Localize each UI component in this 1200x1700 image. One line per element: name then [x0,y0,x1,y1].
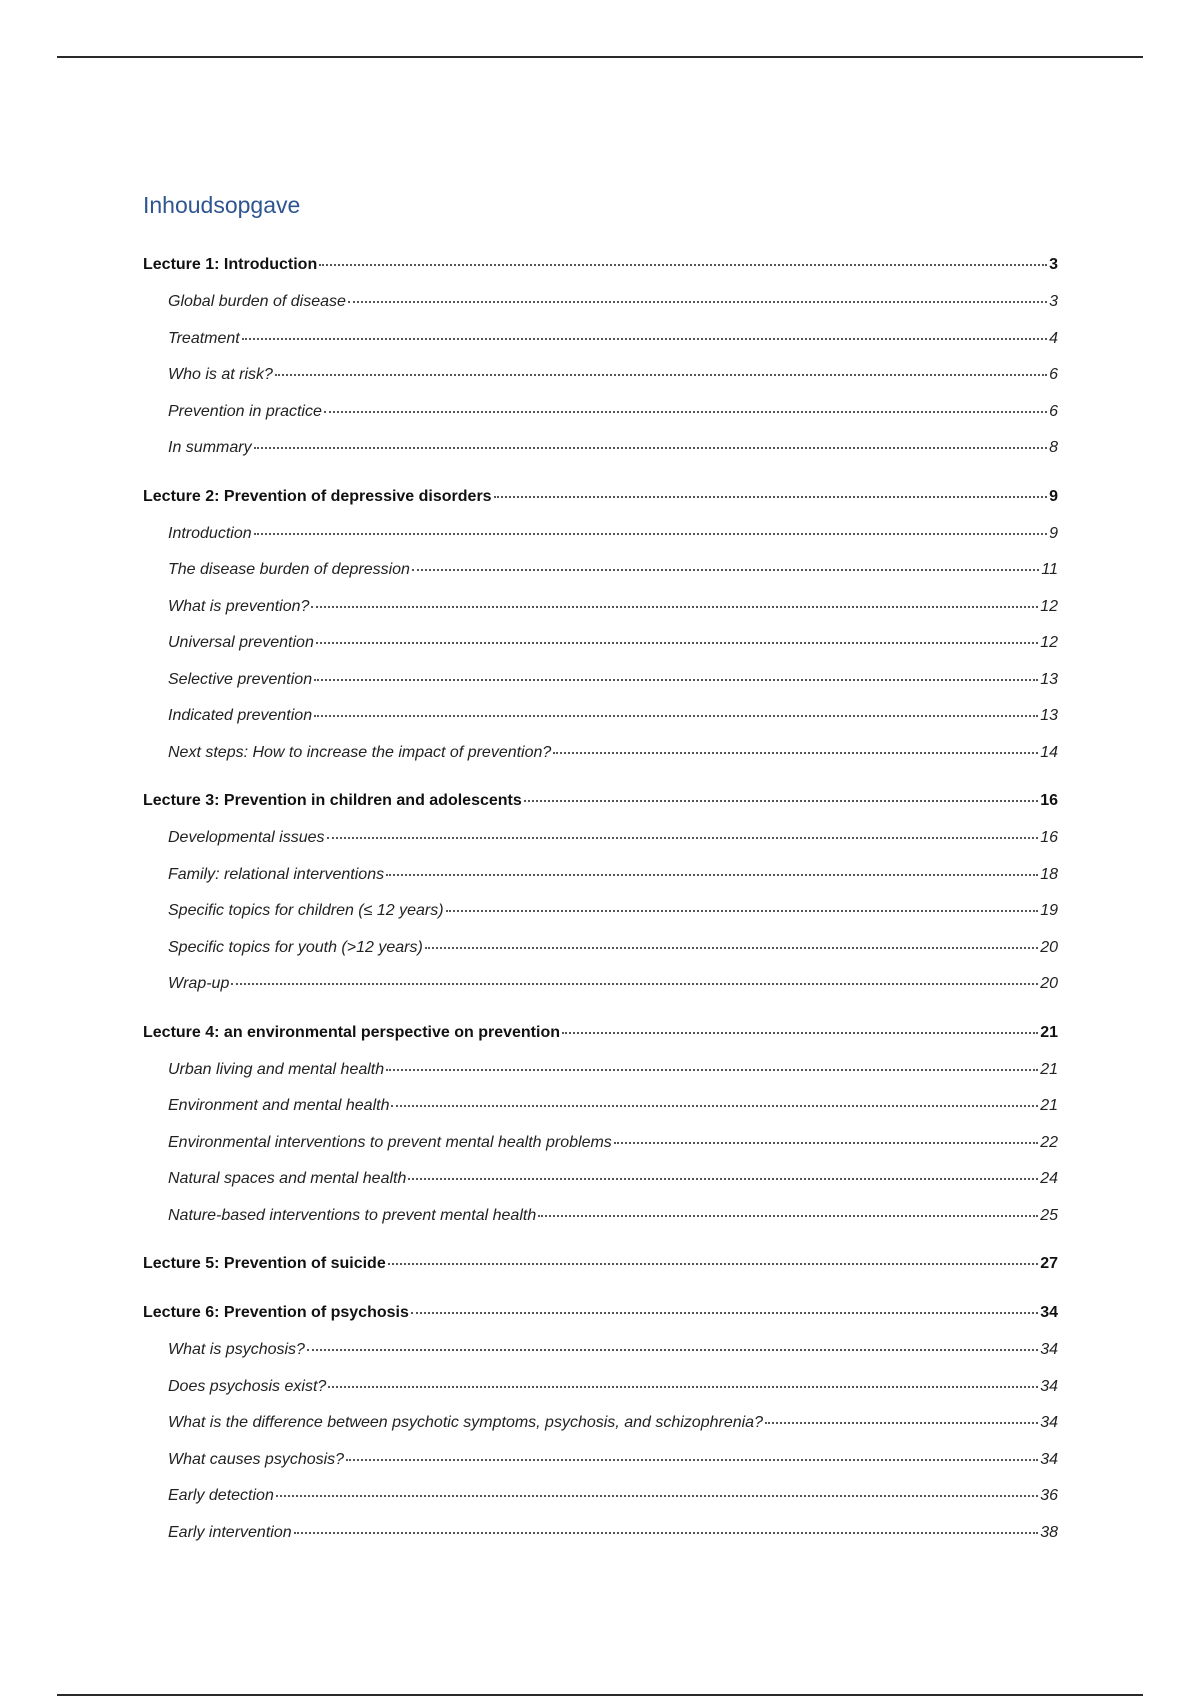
toc-section-entry[interactable] [143,1449,1058,1486]
dot-leader [425,946,1038,949]
toc-section-entry[interactable] [143,937,1058,974]
toc-section-entry[interactable] [143,900,1058,937]
toc-page-number: 34 [1040,1377,1058,1395]
dot-leader [562,1031,1038,1034]
dot-leader [242,337,1047,340]
dot-leader [408,1177,1038,1180]
toc-section-entry[interactable] [143,1522,1058,1559]
dot-leader [386,873,1038,876]
toc-section-entry[interactable] [143,973,1058,1010]
toc-entry-label: Specific topics for youth (>12 years) [168,938,423,956]
toc-page-number: 27 [1040,1255,1058,1272]
dot-leader [324,410,1047,413]
toc-entry-label: In summary [168,439,252,456]
toc-page-number: 24 [1040,1170,1058,1187]
dot-leader [254,532,1047,535]
toc-section-entry[interactable] [143,864,1058,901]
toc-page-number: 3 [1049,293,1058,310]
toc-entry-label: Lecture 5: Prevention of suicide [143,1255,386,1272]
toc-page-number: 13 [1040,670,1058,688]
toc-section-entry[interactable] [143,827,1058,864]
toc-section-entry[interactable] [143,632,1058,669]
dot-leader [388,1262,1038,1265]
toc-title: Inhoudsopgave [143,192,301,218]
dot-leader [254,446,1048,449]
dot-leader [386,1068,1038,1071]
toc-entry-label: Global burden of disease [168,293,346,310]
toc-page-number: 20 [1040,975,1058,992]
toc-page-number: 34 [1040,1450,1058,1468]
dot-leader [327,836,1039,839]
toc-section-entry[interactable] [143,328,1058,365]
dot-leader [314,714,1038,717]
toc-page-number: 16 [1040,829,1058,846]
dot-leader [316,641,1038,644]
toc-entry-label: Lecture 4: an environmental perspective on prevention [143,1023,560,1041]
toc-section-entry[interactable] [143,596,1058,633]
dot-leader [314,678,1038,681]
dot-leader [391,1104,1038,1107]
toc-page-number: 11 [1041,561,1058,578]
dot-leader [346,1458,1038,1461]
toc-page-number: 6 [1049,402,1058,420]
dot-leader [411,1311,1038,1314]
toc-page-number: 21 [1040,1097,1058,1114]
dot-leader [524,799,1038,802]
toc-lecture-entry[interactable] [143,486,1058,523]
toc-page-number: 16 [1040,792,1058,809]
dot-leader [348,300,1047,303]
toc-entry-label: The disease burden of depression [168,561,410,578]
toc-page-number: 22 [1040,1133,1058,1151]
toc-section-entry[interactable] [143,1412,1058,1449]
toc-entry-label: Lecture 2: Prevention of depressive disorders [143,487,492,505]
toc-lecture-entry[interactable] [143,1022,1058,1059]
toc-entry-label: Indicated prevention [168,707,313,724]
toc-section-entry[interactable] [143,1059,1058,1096]
toc-page-number: 19 [1040,902,1058,919]
toc-page-number: 38 [1040,1523,1058,1541]
toc-section-entry[interactable] [143,1132,1058,1169]
table-of-contents [143,254,1058,1558]
toc-page-number: 34 [1040,1341,1058,1358]
toc-entry-label: Specific topics for children (≤ 12 years) [168,902,444,919]
toc-page-number: 13 [1040,707,1058,724]
footer-rule [57,1694,1143,1696]
toc-page-number: 34 [1040,1414,1058,1431]
toc-section-entry[interactable] [143,401,1058,438]
toc-entry-label: What is psychosis? [168,1341,305,1358]
toc-page-number: 21 [1040,1023,1058,1041]
dot-leader [319,263,1047,266]
toc-entry-label: Lecture 3: Prevention in children and adolescents [143,792,522,809]
dot-leader [328,1385,1038,1388]
toc-entry-label: Natural spaces and mental health [168,1170,407,1187]
toc-entry-label: Treatment [168,329,240,347]
toc-entry-label: Selective prevention [168,670,313,688]
toc-lecture-entry[interactable] [143,1302,1058,1339]
toc-section-entry[interactable] [143,291,1058,328]
toc-page-number: 18 [1040,865,1058,883]
toc-entry-label: Lecture 6: Prevention of psychosis [143,1304,409,1321]
header-rule [57,56,1143,58]
dot-leader [553,751,1038,754]
toc-page-number: 9 [1049,487,1058,505]
toc-section-entry[interactable] [143,559,1058,596]
toc-page-number: 12 [1040,597,1058,615]
toc-entry-label: What is prevention? [168,597,310,615]
dot-leader [494,495,1048,498]
toc-entry-label: Environment and mental health [168,1097,390,1114]
toc-lecture-entry[interactable] [143,254,1058,291]
toc-section-entry[interactable] [143,1168,1058,1205]
toc-entry-label: Early intervention [168,1523,292,1541]
toc-section-entry[interactable] [143,1205,1058,1242]
toc-page-number: 6 [1049,366,1058,383]
toc-section-entry[interactable] [143,742,1058,779]
toc-section-entry[interactable] [143,523,1058,560]
dot-leader [311,605,1038,608]
toc-page-number: 14 [1040,743,1058,761]
toc-entry-label: Lecture 1: Introduction [143,256,318,273]
dot-leader [275,373,1047,376]
dot-leader [765,1421,1038,1424]
toc-entry-label: Early detection [168,1487,274,1504]
toc-section-entry[interactable] [143,1339,1058,1376]
dot-leader [538,1214,1038,1217]
toc-page-number: 12 [1040,634,1058,651]
toc-page-number: 8 [1049,439,1058,456]
toc-section-entry[interactable] [143,1376,1058,1413]
toc-section-entry[interactable] [143,669,1058,706]
toc-entry-label: Universal prevention [168,634,314,651]
toc-page-number: 3 [1049,256,1058,273]
toc-entry-label: Developmental issues [168,829,325,846]
toc-page-number: 9 [1049,524,1058,542]
toc-page-number: 21 [1040,1060,1058,1078]
dot-leader [446,909,1039,912]
toc-page-number: 34 [1040,1304,1058,1321]
toc-entry-label: Family: relational interventions [168,865,385,883]
toc-entry-label: Who is at risk? [168,366,273,383]
toc-entry-label: What is the difference between psychotic symptoms, psychosis, and schizophrenia? [168,1414,763,1431]
dot-leader [614,1141,1038,1144]
toc-lecture-entry[interactable] [143,1253,1058,1290]
dot-leader [307,1348,1038,1351]
toc-section-entry[interactable] [143,437,1058,474]
dot-leader [412,568,1039,571]
toc-lecture-entry[interactable] [143,790,1058,827]
toc-page-number: 4 [1049,329,1058,347]
dot-leader [231,982,1038,985]
toc-entry-label: Introduction [168,524,252,542]
toc-entry-label: Does psychosis exist? [168,1377,327,1395]
toc-entry-label: Wrap-up [168,975,230,992]
toc-entry-label: Environmental interventions to prevent mental health problems [168,1133,612,1151]
toc-section-entry[interactable] [143,705,1058,742]
toc-entry-label: Next steps: How to increase the impact of prevention? [168,743,552,761]
toc-page-number: 36 [1040,1487,1058,1504]
toc-section-entry[interactable] [143,1095,1058,1132]
dot-leader [294,1531,1039,1534]
toc-entry-label: Urban living and mental health [168,1060,385,1078]
toc-section-entry[interactable] [143,364,1058,401]
toc-section-entry[interactable] [143,1485,1058,1522]
toc-page-number: 25 [1040,1206,1058,1224]
dot-leader [276,1494,1038,1497]
toc-page-number: 20 [1040,938,1058,956]
toc-entry-label: Nature-based interventions to prevent mental health [168,1206,537,1224]
toc-entry-label: What causes psychosis? [168,1450,345,1468]
toc-entry-label: Prevention in practice [168,402,322,420]
